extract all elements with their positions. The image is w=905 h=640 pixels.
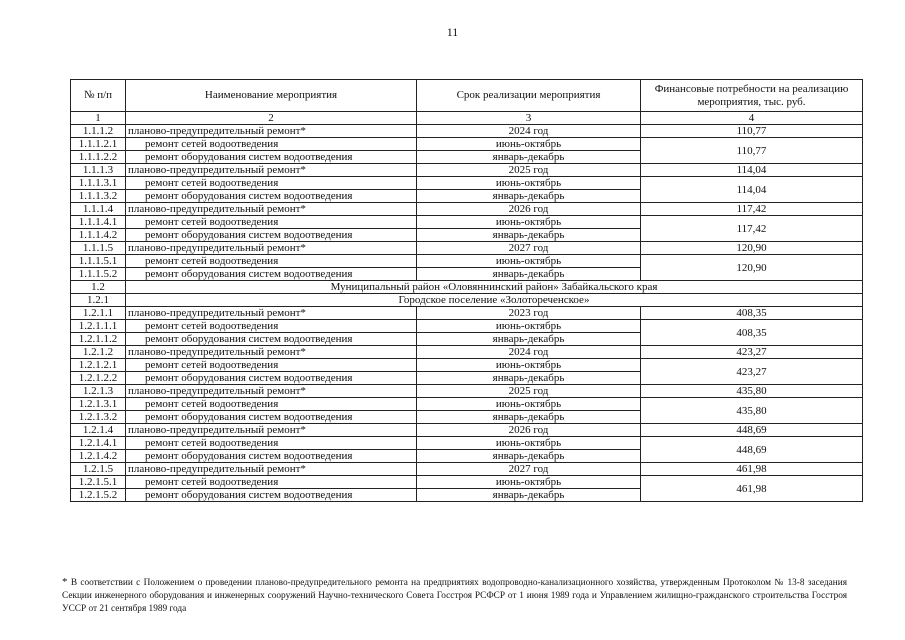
activity-name: ремонт оборудования систем водоотведения xyxy=(126,151,417,164)
section-title: Городское поселение «Золотореченское» xyxy=(126,294,863,307)
activity-name: ремонт оборудования систем водоотведения xyxy=(126,450,417,463)
header-term: Срок реализации мероприятия xyxy=(417,80,641,112)
row-number: 1.2.1.3.2 xyxy=(71,411,126,424)
table-subrow xyxy=(71,216,863,229)
row-number: 1.1.1.4.1 xyxy=(71,216,126,229)
activity-amount: 117,42 xyxy=(641,203,863,216)
table-row xyxy=(71,307,863,320)
table-row xyxy=(71,242,863,255)
row-number: 1.2.1.4 xyxy=(71,424,126,437)
activity-term: январь-декабрь xyxy=(417,268,641,281)
row-number: 1.2.1.1.2 xyxy=(71,333,126,346)
row-number: 1.1.1.3 xyxy=(71,164,126,177)
row-number: 1.2.1.4.1 xyxy=(71,437,126,450)
activity-term: 2025 год xyxy=(417,385,641,398)
activity-term: январь-декабрь xyxy=(417,372,641,385)
activity-amount: 408,35 xyxy=(641,320,863,346)
activity-amount: 110,77 xyxy=(641,125,863,138)
activity-amount: 114,04 xyxy=(641,177,863,203)
activity-amount: 408,35 xyxy=(641,307,863,320)
row-number: 1.1.1.5.2 xyxy=(71,268,126,281)
section-title: Муниципальный район «Оловяннинский район» Забайкальского края xyxy=(126,281,863,294)
row-number: 1.1.1.2 xyxy=(71,125,126,138)
activity-term: 2026 год xyxy=(417,424,641,437)
activity-name: ремонт сетей водоотведения xyxy=(126,255,417,268)
activity-name: планово-предупредительный ремонт* xyxy=(126,463,417,476)
row-number: 1.2.1.3 xyxy=(71,385,126,398)
table-row xyxy=(71,424,863,437)
table-subrow xyxy=(71,359,863,372)
column-number: 3 xyxy=(417,112,641,125)
header-num: № п/п xyxy=(71,80,126,112)
activity-name: ремонт оборудования систем водоотведения xyxy=(126,411,417,424)
activity-term: июнь-октябрь xyxy=(417,437,641,450)
activity-term: 2026 год xyxy=(417,203,641,216)
activity-term: январь-декабрь xyxy=(417,489,641,502)
activity-name: ремонт оборудования систем водоотведения xyxy=(126,372,417,385)
activity-term: июнь-октябрь xyxy=(417,138,641,151)
activity-amount: 120,90 xyxy=(641,242,863,255)
activity-term: июнь-октябрь xyxy=(417,177,641,190)
activity-term: июнь-октябрь xyxy=(417,476,641,489)
activities-table xyxy=(70,79,863,502)
table-subrow xyxy=(71,320,863,333)
activity-term: январь-декабрь xyxy=(417,151,641,164)
row-number: 1.2.1.5.1 xyxy=(71,476,126,489)
activity-name: ремонт сетей водоотведения xyxy=(126,398,417,411)
table-row xyxy=(71,463,863,476)
activity-term: январь-декабрь xyxy=(417,333,641,346)
row-number: 1.1.1.3.1 xyxy=(71,177,126,190)
activity-name: планово-предупредительный ремонт* xyxy=(126,346,417,359)
activity-amount: 117,42 xyxy=(641,216,863,242)
activity-name: ремонт сетей водоотведения xyxy=(126,359,417,372)
activity-amount: 114,04 xyxy=(641,164,863,177)
activity-amount: 120,90 xyxy=(641,255,863,281)
footnote-marker: * xyxy=(62,576,68,588)
activity-name: ремонт оборудования систем водоотведения xyxy=(126,229,417,242)
activity-amount: 110,77 xyxy=(641,138,863,164)
row-number: 1.2.1.4.2 xyxy=(71,450,126,463)
activity-name: планово-предупредительный ремонт* xyxy=(126,125,417,138)
activity-term: январь-декабрь xyxy=(417,190,641,203)
activity-name: планово-предупредительный ремонт* xyxy=(126,307,417,320)
activity-amount: 461,98 xyxy=(641,463,863,476)
activity-term: январь-декабрь xyxy=(417,229,641,242)
footnote xyxy=(62,576,847,616)
activity-term: июнь-октябрь xyxy=(417,255,641,268)
activity-name: планово-предупредительный ремонт* xyxy=(126,385,417,398)
table-subrow xyxy=(71,255,863,268)
activity-name: ремонт сетей водоотведения xyxy=(126,138,417,151)
table-subrow xyxy=(71,177,863,190)
activity-name: ремонт сетей водоотведения xyxy=(126,437,417,450)
table-subrow xyxy=(71,437,863,450)
table-row xyxy=(71,203,863,216)
column-numbers-row xyxy=(71,112,863,125)
activity-term: 2027 год xyxy=(417,463,641,476)
section-row-district xyxy=(71,281,863,294)
table-row xyxy=(71,346,863,359)
activity-term: 2025 год xyxy=(417,164,641,177)
activity-name: планово-предупредительный ремонт* xyxy=(126,242,417,255)
row-number: 1.1.1.5 xyxy=(71,242,126,255)
table-row xyxy=(71,385,863,398)
header-amount: Финансовые потребности на реализацию мероприятия, тыс. руб. xyxy=(641,80,863,112)
activity-name: ремонт оборудования систем водоотведения xyxy=(126,333,417,346)
activity-name: планово-предупредительный ремонт* xyxy=(126,203,417,216)
row-number: 1.2.1 xyxy=(71,294,126,307)
row-number: 1.2.1.2.1 xyxy=(71,359,126,372)
activity-term: июнь-октябрь xyxy=(417,320,641,333)
row-number: 1.2.1.2 xyxy=(71,346,126,359)
activity-name: ремонт оборудования систем водоотведения xyxy=(126,190,417,203)
activity-name: ремонт сетей водоотведения xyxy=(126,476,417,489)
table-subrow xyxy=(71,138,863,151)
header-name: Наименование мероприятия xyxy=(126,80,417,112)
activity-name: ремонт оборудования систем водоотведения xyxy=(126,268,417,281)
row-number: 1.2.1.2.2 xyxy=(71,372,126,385)
table-row xyxy=(71,125,863,138)
table-subrow xyxy=(71,476,863,489)
table-body xyxy=(71,112,863,502)
activity-term: июнь-октябрь xyxy=(417,359,641,372)
row-number: 1.2.1.5 xyxy=(71,463,126,476)
activity-term: январь-декабрь xyxy=(417,450,641,463)
table-subrow xyxy=(71,398,863,411)
activity-term: 2024 год xyxy=(417,125,641,138)
page-number: 11 xyxy=(446,25,459,39)
row-number: 1.1.1.5.1 xyxy=(71,255,126,268)
activity-amount: 448,69 xyxy=(641,424,863,437)
activity-amount: 423,27 xyxy=(641,359,863,385)
row-number: 1.2.1.1 xyxy=(71,307,126,320)
table-row xyxy=(71,164,863,177)
activity-term: 2024 год xyxy=(417,346,641,359)
activity-name: ремонт оборудования систем водоотведения xyxy=(126,489,417,502)
activity-amount: 461,98 xyxy=(641,476,863,502)
activity-amount: 448,69 xyxy=(641,437,863,463)
activity-amount: 435,80 xyxy=(641,385,863,398)
activity-term: 2023 год xyxy=(417,307,641,320)
activity-amount: 423,27 xyxy=(641,346,863,359)
row-number: 1.2.1.1.1 xyxy=(71,320,126,333)
activity-term: июнь-октябрь xyxy=(417,398,641,411)
column-number: 4 xyxy=(641,112,863,125)
activity-name: ремонт сетей водоотведения xyxy=(126,320,417,333)
row-number: 1.2.1.5.2 xyxy=(71,489,126,502)
activity-name: планово-предупредительный ремонт* xyxy=(126,424,417,437)
column-number: 2 xyxy=(126,112,417,125)
footnote-text: В соответствии с Положением о проведении планово-предупредительного ремонта на предприятиях водопроводно-канализационного хозяйства, утвержденным Протоколом № 13-8 заседания Секции инженерного оборудования и инженерных сооружений Научно-технического Совета Госстроя РСФСР от 1 июня 1989 года и Управлением жилищно-гражданского строительства Госстроя УССР от 21 сентября 1989 года xyxy=(62,578,847,614)
activity-term: январь-декабрь xyxy=(417,411,641,424)
activity-term: июнь-октябрь xyxy=(417,216,641,229)
section-row-settlement xyxy=(71,294,863,307)
row-number: 1.1.1.4 xyxy=(71,203,126,216)
row-number: 1.2.1.3.1 xyxy=(71,398,126,411)
row-number: 1.1.1.2.1 xyxy=(71,138,126,151)
activity-name: ремонт сетей водоотведения xyxy=(126,216,417,229)
table-header-row xyxy=(71,80,863,112)
activity-amount: 435,80 xyxy=(641,398,863,424)
activity-name: ремонт сетей водоотведения xyxy=(126,177,417,190)
activity-term: 2027 год xyxy=(417,242,641,255)
row-number: 1.2 xyxy=(71,281,126,294)
column-number: 1 xyxy=(71,112,126,125)
row-number: 1.1.1.2.2 xyxy=(71,151,126,164)
row-number: 1.1.1.4.2 xyxy=(71,229,126,242)
row-number: 1.1.1.3.2 xyxy=(71,190,126,203)
activity-name: планово-предупредительный ремонт* xyxy=(126,164,417,177)
